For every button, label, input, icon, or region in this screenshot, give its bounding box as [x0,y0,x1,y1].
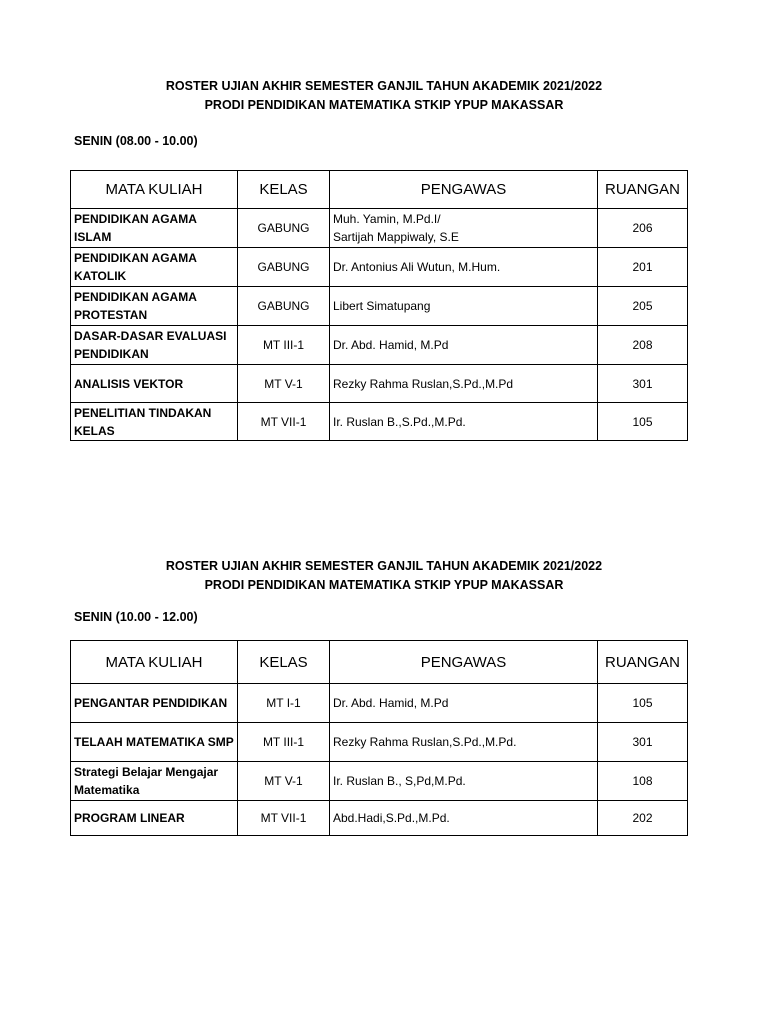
ruangan-cell: 105 [598,684,688,723]
kelas-cell: MT III-1 [238,723,330,762]
table-row [71,326,688,365]
kelas-cell: GABUNG [238,248,330,287]
kelas-cell: MT III-1 [238,326,330,365]
roster-table-1 [70,170,688,441]
table-row [71,801,688,836]
header-ruangan: RUANGAN [598,171,688,209]
table-row [71,723,688,762]
ruangan-cell: 202 [598,801,688,836]
kelas-cell: MT I-1 [238,684,330,723]
pengawas-cell: Dr. Antonius Ali Wutun, M.Hum. [330,248,598,287]
table-row [71,403,688,441]
pengawas-cell: Libert Simatupang [330,287,598,326]
pengawas-cell: Rezky Rahma Ruslan,S.Pd.,M.Pd. [330,723,598,762]
header-ruangan: RUANGAN [598,641,688,684]
roster-table-2 [70,640,688,836]
table-row [71,248,688,287]
kelas-cell: GABUNG [238,287,330,326]
session-label: SENIN (08.00 - 10.00) [74,134,198,148]
roster-section-1 [0,77,768,115]
ruangan-cell: 201 [598,248,688,287]
roster-title-line1: ROSTER UJIAN AKHIR SEMESTER GANJIL TAHUN AKADEMIK 2021/2022 [165,559,603,573]
kelas-cell: MT V-1 [238,762,330,801]
pengawas-line-2: Sartijah Mappiwaly, S.E [333,230,459,244]
header-kelas: KELAS [238,171,330,209]
mata-kuliah-cell: ANALISIS VEKTOR [71,365,238,403]
ruangan-cell: 206 [598,209,688,248]
kelas-cell: MT VII-1 [238,801,330,836]
roster-title-line2: PRODI PENDIDIKAN MATEMATIKA STKIP YPUP MAKASSAR [204,578,564,592]
mata-kuliah-cell: PENGANTAR PENDIDIKAN [71,684,238,723]
ruangan-cell: 108 [598,762,688,801]
mata-kuliah-cell: PENDIDIKAN AGAMA KATOLIK [71,248,238,287]
table-row [71,287,688,326]
roster-title-line1: ROSTER UJIAN AKHIR SEMESTER GANJIL TAHUN AKADEMIK 2021/2022 [165,79,603,93]
header-mata-kuliah: MATA KULIAH [71,171,238,209]
ruangan-cell: 205 [598,287,688,326]
pengawas-cell: Abd.Hadi,S.Pd.,M.Pd. [330,801,598,836]
pengawas-cell: Ir. Ruslan B.,S.Pd.,M.Pd. [330,403,598,441]
mata-kuliah-cell: PENDIDIKAN AGAMA PROTESTAN [71,287,238,326]
header-kelas: KELAS [238,641,330,684]
table-header-row [71,171,688,209]
pengawas-cell: Ir. Ruslan B., S,Pd,M.Pd. [330,762,598,801]
mata-kuliah-cell: PROGRAM LINEAR [71,801,238,836]
table-header-row [71,641,688,684]
mata-kuliah-cell: DASAR-DASAR EVALUASI PENDIDIKAN [71,326,238,365]
mata-kuliah-cell: PENELITIAN TINDAKAN KELAS [71,403,238,441]
table-row [71,684,688,723]
mata-kuliah-cell: TELAAH MATEMATIKA SMP [71,723,238,762]
header-pengawas: PENGAWAS [330,641,598,684]
table-row [71,365,688,403]
pengawas-line-1: Muh. Yamin, M.Pd.I/ [333,212,441,226]
roster-title-line2: PRODI PENDIDIKAN MATEMATIKA STKIP YPUP MAKASSAR [204,98,564,112]
pengawas-cell [330,209,598,248]
kelas-cell: GABUNG [238,209,330,248]
table-row [71,762,688,801]
mata-kuliah-cell: PENDIDIKAN AGAMA ISLAM [71,209,238,248]
header-pengawas: PENGAWAS [330,171,598,209]
ruangan-cell: 105 [598,403,688,441]
session-label: SENIN (10.00 - 12.00) [74,610,198,624]
ruangan-cell: 301 [598,365,688,403]
kelas-cell: MT V-1 [238,365,330,403]
ruangan-cell: 301 [598,723,688,762]
header-mata-kuliah: MATA KULIAH [71,641,238,684]
pengawas-cell: Dr. Abd. Hamid, M.Pd [330,684,598,723]
roster-section-2 [0,557,768,595]
mata-kuliah-cell: Strategi Belajar Mengajar Matematika [71,762,238,801]
ruangan-cell: 208 [598,326,688,365]
table-row [71,209,688,248]
pengawas-cell: Rezky Rahma Ruslan,S.Pd.,M.Pd [330,365,598,403]
kelas-cell: MT VII-1 [238,403,330,441]
pengawas-cell: Dr. Abd. Hamid, M.Pd [330,326,598,365]
